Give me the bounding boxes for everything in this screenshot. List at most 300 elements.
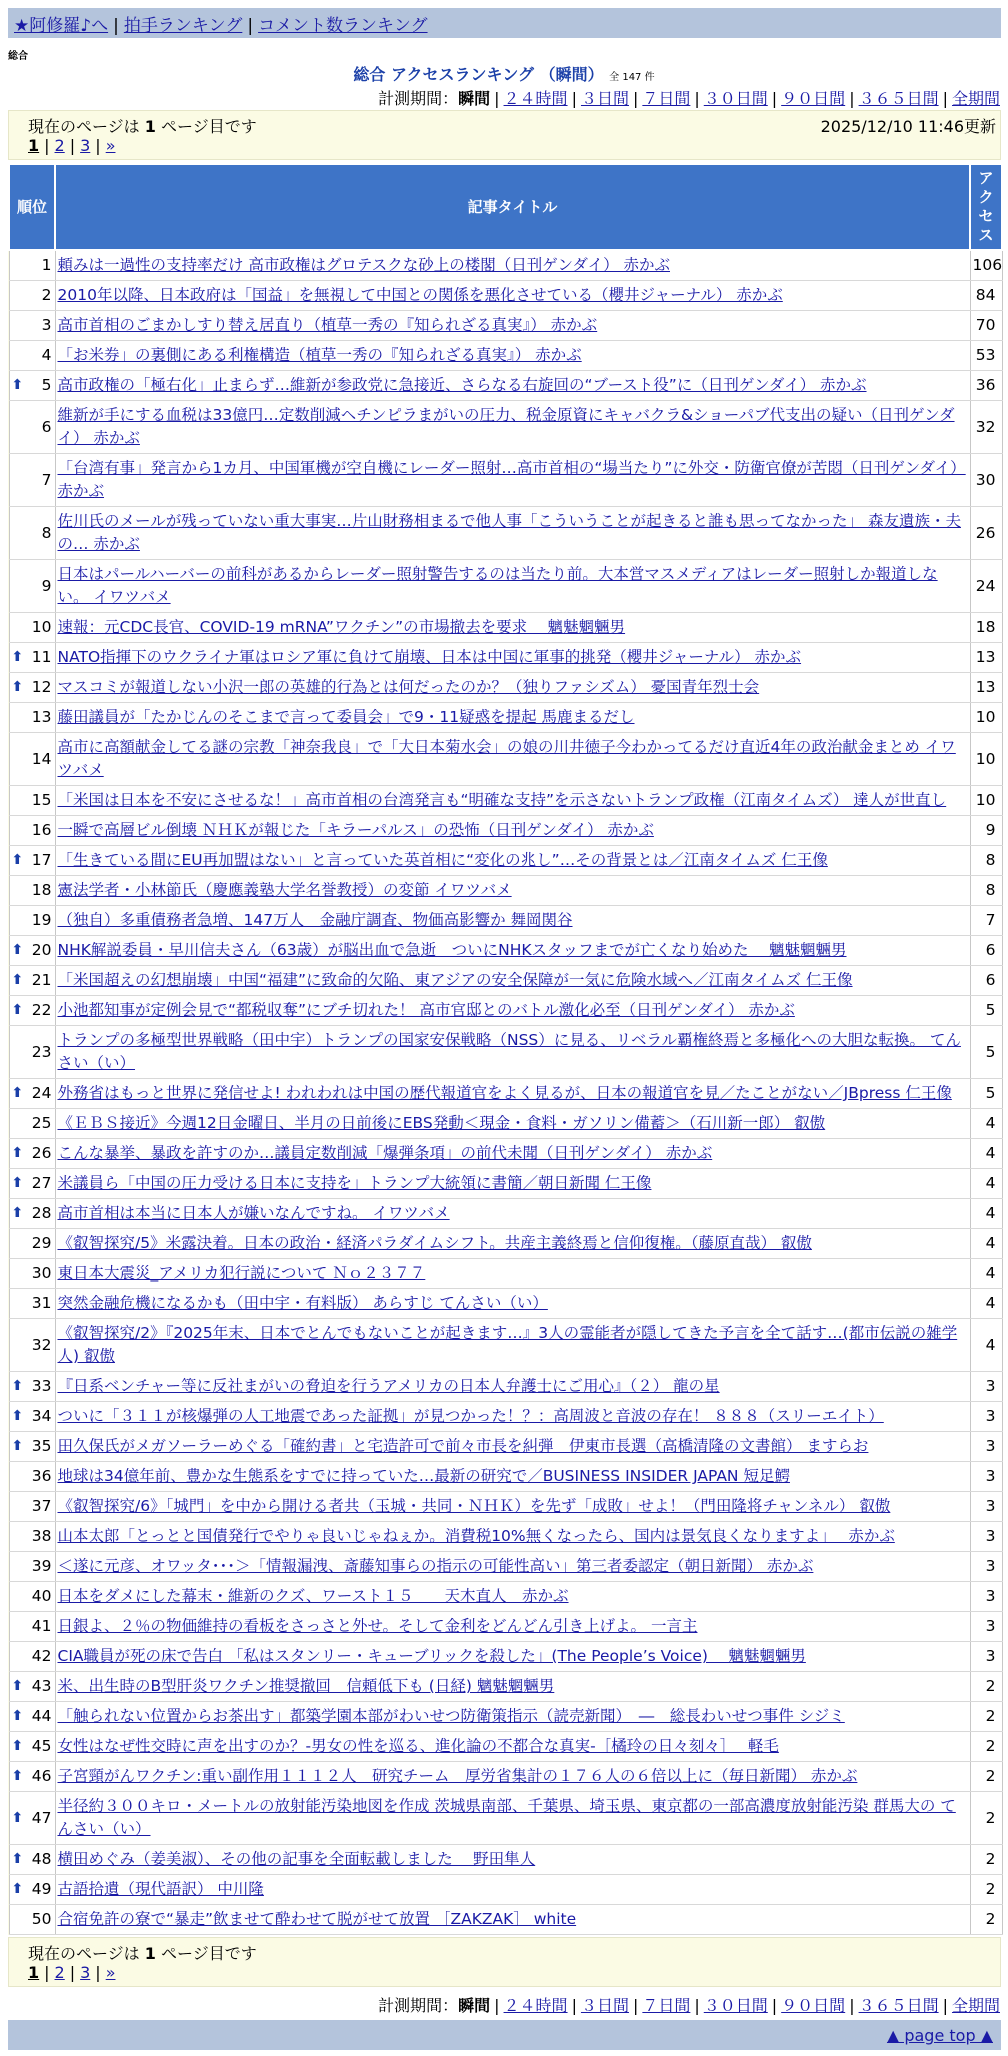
article-link[interactable]: トランプの多極型世界戦略（田中宇）トランプの国家安保戦略（NSS）に見る、リベラル覇権終焉と多極化への大胆な転換。 てんさい（い） bbox=[57, 1031, 961, 1072]
table-row bbox=[9, 876, 1002, 906]
rank-cell bbox=[9, 1732, 55, 1762]
rank-number: 27 bbox=[31, 1174, 52, 1192]
article-link[interactable]: 《叡智探究/6》「城門」を中から開ける者共（玉城・共同・ＮＨＫ）を先ず「成敗」せよ！（門田隆将チャンネル） 叡傲 bbox=[57, 1497, 891, 1515]
title-cell bbox=[55, 1905, 970, 1935]
title-cell bbox=[55, 906, 970, 936]
up-arrow-icon: ⬆ bbox=[11, 1738, 24, 1754]
page-link-3[interactable]: 3 bbox=[80, 136, 91, 155]
rank-cell bbox=[9, 401, 55, 454]
period-separator: | bbox=[494, 89, 500, 108]
page-top-link[interactable]: ▲ page top ▲ bbox=[886, 2026, 993, 2045]
rank-cell bbox=[9, 1432, 55, 1462]
access-count: 9 bbox=[970, 816, 1002, 846]
access-count: 6 bbox=[970, 936, 1002, 966]
page-separator: | bbox=[44, 136, 50, 155]
rank-cell bbox=[9, 1372, 55, 1402]
article-link[interactable]: 合宿免許の寮で“暴走”飲ませて酔わせて脱がせて放置 ［ZAKZAK］ white bbox=[57, 1910, 577, 1928]
up-arrow-icon: ⬆ bbox=[11, 1205, 24, 1221]
table-row bbox=[9, 1169, 1002, 1199]
article-link[interactable]: 米議員ら「中国の圧力受ける日本に支持を」トランプ大統領に書簡／朝日新聞 仁王像 bbox=[57, 1174, 652, 1192]
up-arrow-icon: ⬆ bbox=[11, 1408, 24, 1424]
rank-number: 10 bbox=[31, 618, 52, 636]
rank-number: 28 bbox=[31, 1204, 52, 1222]
rank-cell bbox=[9, 560, 55, 613]
access-count: 3 bbox=[970, 1582, 1002, 1612]
rank-cell bbox=[9, 1702, 55, 1732]
access-count: 5 bbox=[970, 1079, 1002, 1109]
rank-cell bbox=[9, 1492, 55, 1522]
article-link[interactable]: （独自）多重債務者急増、147万人 金融庁調査、物価高影響か 舞岡関谷 bbox=[57, 911, 573, 929]
rank-number: 7 bbox=[41, 470, 52, 489]
table-row bbox=[9, 996, 1002, 1026]
title-cell bbox=[55, 1492, 970, 1522]
rank-cell bbox=[9, 281, 55, 311]
period-option[interactable]: 全期間 bbox=[951, 89, 1000, 108]
table-row bbox=[9, 454, 1002, 507]
rank-cell bbox=[9, 1402, 55, 1432]
page-link-next[interactable]: » bbox=[105, 136, 116, 155]
rank-cell bbox=[9, 1905, 55, 1935]
table-row bbox=[9, 1702, 1002, 1732]
article-link[interactable]: 「台湾有事」発言から1カ月、中国軍機が空自機にレーダー照射…高市首相の“場当たり”に外交・防衛官僚が苦悶（日刊ゲンダイ） 赤かぶ bbox=[57, 459, 966, 500]
period-label: 計測期間： bbox=[378, 89, 459, 108]
table-row bbox=[9, 733, 1002, 786]
period-selector bbox=[378, 86, 1000, 109]
article-link[interactable]: 地球は34億年前、豊かな生態系をすでに持っていた…最新の研究で／BUSINESS INSIDER JAPAN 短足鰐 bbox=[57, 1467, 790, 1485]
table-row bbox=[9, 1875, 1002, 1905]
access-count: 4 bbox=[970, 1169, 1002, 1199]
current-page-text: 現在のページは 1 ページ目です bbox=[28, 117, 257, 136]
title-cell bbox=[55, 966, 970, 996]
table-row bbox=[9, 1402, 1002, 1432]
title-cell bbox=[55, 936, 970, 966]
rank-cell bbox=[9, 673, 55, 703]
article-link[interactable]: 高市に高額献金してる謎の宗教「神奈我良」で「大日本菊水会」の娘の川井徳子今わかってるだけ直近4年の政治献金まとめ イワツバメ bbox=[57, 738, 956, 779]
access-count: 18 bbox=[970, 613, 1002, 643]
access-count: 8 bbox=[970, 876, 1002, 906]
rank-cell bbox=[9, 1139, 55, 1169]
rank-cell bbox=[9, 454, 55, 507]
rank-number: 47 bbox=[31, 1808, 52, 1827]
table-row bbox=[9, 1462, 1002, 1492]
period-option[interactable]: ３日間 bbox=[580, 89, 629, 108]
period-option[interactable]: ９０日間 bbox=[781, 89, 846, 108]
period-option[interactable]: ３６５日間 bbox=[858, 89, 939, 108]
title-cell bbox=[55, 673, 970, 703]
rank-cell bbox=[9, 1462, 55, 1492]
period-option[interactable]: ２４時間 bbox=[503, 1996, 568, 2015]
table-row bbox=[9, 1372, 1002, 1402]
access-count: 3 bbox=[970, 1522, 1002, 1552]
access-count: 13 bbox=[970, 673, 1002, 703]
comment-ranking-link[interactable]: コメント数ランキング bbox=[258, 16, 428, 36]
page-link-current: 1 bbox=[28, 1963, 40, 1982]
rank-number: 40 bbox=[31, 1587, 52, 1605]
rank-cell bbox=[9, 703, 55, 733]
title-cell bbox=[55, 560, 970, 613]
article-link[interactable]: マスコミが報道しない小沢一郎の英雄的行為とは何だったのか？（独りファシズム） 憂国青年烈士会 bbox=[57, 678, 760, 696]
article-link[interactable]: 横田めぐみ（姜美淑）、その他の記事を全面転載しました 野田隼人 bbox=[57, 1850, 536, 1868]
rank-number: 2 bbox=[41, 286, 52, 304]
rank-number: 5 bbox=[41, 376, 52, 394]
rank-cell bbox=[9, 1319, 55, 1372]
access-count: 36 bbox=[970, 371, 1002, 401]
rank-number: 32 bbox=[31, 1335, 52, 1354]
table-row bbox=[9, 1319, 1002, 1372]
rank-cell bbox=[9, 1582, 55, 1612]
period-separator: | bbox=[849, 1996, 855, 2015]
access-count: 53 bbox=[970, 341, 1002, 371]
title-cell bbox=[55, 1762, 970, 1792]
table-row bbox=[9, 1229, 1002, 1259]
rank-number: 37 bbox=[31, 1497, 52, 1515]
period-separator: | bbox=[771, 89, 778, 108]
title-cell bbox=[55, 1582, 970, 1612]
table-row bbox=[9, 816, 1002, 846]
period-option[interactable]: ７日間 bbox=[642, 1996, 691, 2015]
article-link[interactable]: CIA職員が死の床で告白 「私はスタンリー・キューブリックを殺した」(The People’s Voice) 魑魅魍魎男 bbox=[57, 1647, 806, 1665]
rank-number: 43 bbox=[31, 1677, 52, 1695]
rank-cell bbox=[9, 996, 55, 1026]
rank-number: 42 bbox=[31, 1647, 52, 1665]
pager-box-bottom bbox=[8, 1937, 1001, 1987]
article-link[interactable]: 米、出生時のB型肝炎ワクチン推奨撤回 信頼低下も (日経) 魑魅魍魎男 bbox=[57, 1677, 555, 1695]
title-cell bbox=[55, 1462, 970, 1492]
period-separator: | bbox=[632, 89, 639, 108]
article-link[interactable]: 佐川氏のメールが残っていない重大事実…片山財務相まるで他人事「こういうことが起きると誰も思ってなかった」 森友遺族・夫の… 赤かぶ bbox=[57, 512, 961, 553]
page-links bbox=[28, 136, 115, 155]
rank-cell bbox=[9, 786, 55, 816]
rank-cell bbox=[9, 966, 55, 996]
table-row bbox=[9, 1762, 1002, 1792]
access-count: 4 bbox=[970, 1109, 1002, 1139]
up-arrow-icon: ⬆ bbox=[11, 1145, 24, 1161]
table-row bbox=[9, 1672, 1002, 1702]
up-arrow-icon: ⬆ bbox=[11, 1378, 24, 1394]
access-count: 3 bbox=[970, 1552, 1002, 1582]
table-row bbox=[9, 906, 1002, 936]
up-arrow-icon: ⬆ bbox=[11, 1085, 24, 1101]
table-row bbox=[9, 1792, 1002, 1845]
period-separator: | bbox=[694, 89, 700, 108]
title-cell bbox=[55, 1432, 970, 1462]
rank-number: 33 bbox=[31, 1377, 52, 1395]
title-cell bbox=[55, 1319, 970, 1372]
access-count: 3 bbox=[970, 1642, 1002, 1672]
rank-number: 26 bbox=[31, 1144, 52, 1162]
page-link-next[interactable]: » bbox=[105, 1963, 116, 1982]
item-count: 全 147 件 bbox=[609, 72, 655, 83]
article-link[interactable]: 半径約３００キロ・メートルの放射能汚染地図を作成 茨城県南部、千葉県、埼玉県、東京都の一部高濃度放射能汚染 群馬大の てんさい（い） bbox=[57, 1797, 956, 1838]
access-count: 8 bbox=[970, 846, 1002, 876]
title-cell bbox=[55, 371, 970, 401]
article-link[interactable]: 日銀よ、２％の物価維持の看板をさっさと外せ。そして金利をどんどん引き上げよ。 一言主 bbox=[57, 1617, 698, 1635]
rank-cell bbox=[9, 643, 55, 673]
access-count: 26 bbox=[970, 507, 1002, 560]
access-count: 2 bbox=[970, 1702, 1002, 1732]
table-row bbox=[9, 507, 1002, 560]
rank-number: 11 bbox=[31, 648, 52, 666]
rank-number: 35 bbox=[31, 1437, 52, 1455]
rank-number: 48 bbox=[31, 1850, 52, 1868]
page-link-current: 1 bbox=[28, 136, 40, 155]
page-link-2[interactable]: 2 bbox=[54, 1963, 65, 1982]
title-cell bbox=[55, 1732, 970, 1762]
pager-box-top bbox=[8, 110, 1001, 160]
article-link[interactable]: 「生きている間にEU再加盟はない」と言っていた英首相に“変化の兆し”…その背景とは／江南タイムズ 仁王像 bbox=[57, 851, 828, 869]
rank-number: 46 bbox=[31, 1767, 52, 1785]
rank-cell bbox=[9, 1079, 55, 1109]
article-link[interactable]: 維新が手にする血税は33億円…定数削減ヘチンピラまがいの圧力、税金原資にキャバクラ&ショーパブ代支出の疑い（日刊ゲンダイ） 赤かぶ bbox=[57, 406, 955, 447]
article-link[interactable]: 《叡智探究/2》『2025年末、日本でとんでもないことが起きます…』3人の霊能者が隠してきた予言を全て話す…(都市伝説の雑学人) 叡傲 bbox=[57, 1324, 958, 1365]
page-separator: | bbox=[95, 1963, 101, 1982]
table-row bbox=[9, 1199, 1002, 1229]
period-option[interactable]: ３０日間 bbox=[703, 1996, 768, 2015]
title-cell bbox=[55, 1259, 970, 1289]
section-label: 総合 bbox=[8, 51, 28, 62]
article-link[interactable]: 一瞬で高層ビル倒壊 ＮＨＫが報じた「キラーパルス」の恐怖（日刊ゲンダイ） 赤かぶ bbox=[57, 821, 654, 839]
article-link[interactable]: 憲法学者・小林節氏（慶應義塾大学名誉教授）の変節 イワツバメ bbox=[57, 881, 512, 899]
article-link[interactable]: 日本をダメにした幕末・維新のクズ、ワースト１５ 天木直人 赤かぶ bbox=[57, 1587, 569, 1605]
rank-cell bbox=[9, 311, 55, 341]
title-cell bbox=[55, 1612, 970, 1642]
table-row bbox=[9, 846, 1002, 876]
period-separator: | bbox=[694, 1996, 700, 2015]
rank-cell bbox=[9, 1762, 55, 1792]
period-option[interactable]: ３６５日間 bbox=[858, 1996, 939, 2015]
table-row bbox=[9, 311, 1002, 341]
title-cell bbox=[55, 1026, 970, 1079]
column-header-rank: 順位 bbox=[9, 164, 55, 250]
access-count: 2 bbox=[970, 1875, 1002, 1905]
title-cell bbox=[55, 401, 970, 454]
table-row bbox=[9, 786, 1002, 816]
access-count: 4 bbox=[970, 1319, 1002, 1372]
rank-number: 38 bbox=[31, 1527, 52, 1545]
rank-cell bbox=[9, 1642, 55, 1672]
article-link[interactable]: こんな暴挙、暴政を許すのか…議員定数削減「爆弾条項」の前代未聞（日刊ゲンダイ） 赤かぶ bbox=[57, 1144, 713, 1162]
title-cell bbox=[55, 454, 970, 507]
access-count: 84 bbox=[970, 281, 1002, 311]
rank-number: 3 bbox=[41, 316, 52, 334]
rank-cell bbox=[9, 1259, 55, 1289]
rank-number: 45 bbox=[31, 1737, 52, 1755]
table-row bbox=[9, 1642, 1002, 1672]
table-row bbox=[9, 371, 1002, 401]
article-link[interactable]: 「触られない位置からお茶出す」都築学園本部がわいせつ防衛策指示（読売新聞） ― 総長わいせつ事件 シジミ bbox=[57, 1707, 845, 1725]
footer-bar bbox=[8, 2020, 1001, 2050]
page-separator: | bbox=[69, 1963, 76, 1982]
rank-cell bbox=[9, 816, 55, 846]
access-count: 5 bbox=[970, 1026, 1002, 1079]
title-cell bbox=[55, 1672, 970, 1702]
article-link[interactable]: 2010年以降、日本政府は「国益」を無視して中国との関係を悪化させている（櫻井ジャーナル） 赤かぶ bbox=[57, 286, 783, 304]
page-separator: | bbox=[69, 136, 76, 155]
rank-number: 8 bbox=[41, 523, 52, 542]
rank-number: 9 bbox=[41, 576, 52, 595]
article-link[interactable]: 外務省はもっと世界に発信せよ! われわれは中国の歴代報道官をよく見るが、日本の報道官を見／たことがない／JBpress 仁王像 bbox=[57, 1084, 952, 1102]
article-link[interactable]: 《叡智探究/5》米露決着。日本の政治・経済パラダイムシフト。共産主義終焉と信仰復権。（藤原直哉） 叡傲 bbox=[57, 1234, 812, 1252]
article-link[interactable]: ＜遂に元彦、オワッタ･･･＞「情報漏洩、斎藤知事らの指示の可能性高い」第三者委認定（朝日新聞） 赤かぶ bbox=[57, 1557, 814, 1575]
article-link[interactable]: NHK解説委員・早川信夫さん（63歳）が脳出血で急逝 ついにNHKスタッフまでが亡くなり始めた 魑魅魍魎男 bbox=[57, 941, 847, 959]
table-row bbox=[9, 613, 1002, 643]
title-cell bbox=[55, 816, 970, 846]
access-count: 2 bbox=[970, 1762, 1002, 1792]
period-current: 瞬間 bbox=[458, 1996, 491, 2015]
rank-number: 4 bbox=[41, 346, 52, 364]
rank-number: 50 bbox=[31, 1910, 52, 1928]
page-links bbox=[28, 1963, 115, 1982]
up-arrow-icon: ⬆ bbox=[11, 1851, 24, 1867]
rank-number: 22 bbox=[31, 1001, 52, 1019]
rank-number: 41 bbox=[31, 1617, 52, 1635]
rank-number: 14 bbox=[31, 749, 52, 768]
table-row bbox=[9, 1905, 1002, 1935]
up-arrow-icon: ⬆ bbox=[11, 679, 24, 695]
rank-number: 34 bbox=[31, 1407, 52, 1425]
page-title-text: 総合 アクセスランキング （瞬間） bbox=[353, 65, 604, 84]
rank-number: 13 bbox=[31, 708, 52, 726]
rank-cell bbox=[9, 876, 55, 906]
rank-cell bbox=[9, 1672, 55, 1702]
rank-cell bbox=[9, 1109, 55, 1139]
title-cell bbox=[55, 996, 970, 1026]
period-selector-bottom bbox=[378, 1993, 1000, 2016]
article-link[interactable]: 古語拾遺（現代語訳） 中川隆 bbox=[57, 1880, 264, 1898]
updated-timestamp: 2025/12/10 11:46更新 bbox=[820, 117, 996, 136]
home-link[interactable]: ★阿修羅♪へ bbox=[14, 16, 109, 36]
page-separator: | bbox=[44, 1963, 50, 1982]
rank-cell bbox=[9, 936, 55, 966]
access-count: 3 bbox=[970, 1612, 1002, 1642]
rank-cell bbox=[9, 371, 55, 401]
rank-cell bbox=[9, 1612, 55, 1642]
article-link[interactable]: 速報：元CDC長官、COVID-19 mRNA”ワクチン”の市場撤去を要求 魑魅魍魎男 bbox=[57, 618, 626, 636]
rank-number: 12 bbox=[31, 678, 52, 696]
page-link-2[interactable]: 2 bbox=[54, 136, 65, 155]
article-link[interactable]: ついに「３１１が核爆弾の人工地震であった証拠」が見つかった！？：高周波と音波の存在！ ８８８（スリーエイト） bbox=[57, 1407, 884, 1425]
up-arrow-icon: ⬆ bbox=[11, 942, 24, 958]
period-separator: | bbox=[942, 89, 948, 108]
access-count: 6 bbox=[970, 966, 1002, 996]
table-row bbox=[9, 250, 1002, 281]
access-count: 3 bbox=[970, 1492, 1002, 1522]
rank-cell bbox=[9, 846, 55, 876]
article-link[interactable]: 東日本大震災_アメリカ犯行説について Ｎｏ２３７７ bbox=[57, 1264, 426, 1282]
rank-cell bbox=[9, 1289, 55, 1319]
article-link[interactable]: 突然金融危機になるかも（田中宇・有料版） あらすじ てんさい（い） bbox=[57, 1294, 548, 1312]
table-row bbox=[9, 1259, 1002, 1289]
rank-cell bbox=[9, 1199, 55, 1229]
rank-cell bbox=[9, 1229, 55, 1259]
article-link[interactable]: 高市首相のごまかしすり替え居直り（植草一秀の『知られざる真実』） 赤かぶ bbox=[57, 316, 598, 334]
clap-ranking-link[interactable]: 拍手ランキング bbox=[123, 16, 243, 36]
title-cell bbox=[55, 1845, 970, 1875]
rank-cell bbox=[9, 1792, 55, 1845]
table-row bbox=[9, 1552, 1002, 1582]
period-option[interactable]: ２４時間 bbox=[503, 89, 568, 108]
article-link[interactable]: 女性はなぜ性交時に声を出すのか？-男女の性を巡る、進化論の不都合な真実-［橘玲の日々刻々］ 軽毛 bbox=[57, 1737, 779, 1755]
article-link[interactable]: 高市首相は本当に日本人が嫌いなんですね。 イワツバメ bbox=[57, 1204, 450, 1222]
period-separator: | bbox=[571, 89, 577, 108]
article-link[interactable]: 田久保氏がメガソーラーめぐる「確約書」と宅造許可で前々市長を糾弾 伊東市長選（高橋清隆の文書館） ますらお bbox=[57, 1437, 869, 1455]
page-link-3[interactable]: 3 bbox=[80, 1963, 91, 1982]
title-cell bbox=[55, 876, 970, 906]
rank-number: 39 bbox=[31, 1557, 52, 1575]
table-row bbox=[9, 1845, 1002, 1875]
access-count: 70 bbox=[970, 311, 1002, 341]
period-separator: | bbox=[494, 1996, 500, 2015]
table-row bbox=[9, 703, 1002, 733]
period-option[interactable]: ３日間 bbox=[580, 1996, 629, 2015]
article-link[interactable]: 「米国は日本を不安にさせるな！」高市首相の台湾発言も“明確な支持”を示さないトランプ政権（江南タイムズ） 達人が世直し bbox=[57, 791, 947, 809]
title-cell bbox=[55, 1109, 970, 1139]
title-cell bbox=[55, 1792, 970, 1845]
up-arrow-icon: ⬆ bbox=[11, 1881, 24, 1897]
title-cell bbox=[55, 613, 970, 643]
article-link[interactable]: 『日系ベンチャー等に反社まがいの脅迫を行うアメリカの日本人弁護士にご用心』（２） 龍の星 bbox=[57, 1377, 720, 1395]
rank-number: 17 bbox=[31, 851, 52, 869]
title-cell bbox=[55, 643, 970, 673]
article-link[interactable]: 山本太郎「とっとと国債発行でやりゃ良いじゃねぇか。消費税10%無くなったら、国内は景気良くなりますよ」 赤かぶ bbox=[57, 1527, 895, 1545]
column-header-title: 記事タイトル bbox=[55, 164, 970, 250]
article-link[interactable]: 藤田議員が「たかじんのそこまで言って委員会」で9・11疑惑を提起 馬鹿まるだし bbox=[57, 708, 635, 726]
rank-cell bbox=[9, 1026, 55, 1079]
rank-number: 30 bbox=[31, 1264, 52, 1282]
article-link[interactable]: 小池都知事が定例会見で“都税収奪”にブチ切れた！ 高市官邸とのバトル激化必至（日刊ゲンダイ） 赤かぶ bbox=[57, 1001, 795, 1019]
table-row bbox=[9, 1522, 1002, 1552]
period-separator: | bbox=[632, 1996, 639, 2015]
rank-cell bbox=[9, 1169, 55, 1199]
period-option[interactable]: ７日間 bbox=[642, 89, 691, 108]
access-count: 3 bbox=[970, 1432, 1002, 1462]
rank-number: 25 bbox=[31, 1114, 52, 1132]
rank-number: 1 bbox=[41, 256, 52, 274]
rank-cell bbox=[9, 733, 55, 786]
article-link[interactable]: 高市政権の「極右化」止まらず…維新が参政党に急接近、さらなる右旋回の“ブースト役”に（日刊ゲンダイ） 赤かぶ bbox=[57, 376, 867, 394]
table-row bbox=[9, 1432, 1002, 1462]
rank-cell bbox=[9, 1552, 55, 1582]
access-count: 2 bbox=[970, 1732, 1002, 1762]
up-arrow-icon: ⬆ bbox=[11, 852, 24, 868]
article-link[interactable]: 頼みは一過性の支持率だけ 高市政権はグロテスクな砂上の楼閣（日刊ゲンダイ） 赤かぶ bbox=[57, 256, 670, 274]
rank-number: 21 bbox=[31, 971, 52, 989]
title-cell bbox=[55, 311, 970, 341]
article-link[interactable]: 「米国超えの幻想崩壊」中国“福建”に致命的欠陥、東アジアの安全保障が一気に危険水域へ／江南タイムズ 仁王像 bbox=[57, 971, 853, 989]
article-link[interactable]: 「お米券」の裏側にある利権構造（植草一秀の『知られざる真実』） 赤かぶ bbox=[57, 346, 582, 364]
period-separator: | bbox=[771, 1996, 778, 2015]
access-count: 4 bbox=[970, 1229, 1002, 1259]
access-count: 32 bbox=[970, 401, 1002, 454]
period-option[interactable]: ９０日間 bbox=[781, 1996, 846, 2015]
table-row bbox=[9, 560, 1002, 613]
article-link[interactable]: 《ＥＢＳ接近》今週12日金曜日、半月の日前後にEBS発動＜現金・食料・ガソリン備蓄＞（石川新一郎） 叡傲 bbox=[57, 1114, 826, 1132]
access-count: 3 bbox=[970, 1402, 1002, 1432]
table-row bbox=[9, 1139, 1002, 1169]
article-link[interactable]: 日本はパールハーバーの前科があるからレーダー照射警告するのは当たり前。大本営マスメディアはレーダー照射しか報道しない。 イワツバメ bbox=[57, 565, 938, 606]
title-cell bbox=[55, 1642, 970, 1672]
access-count: 10 bbox=[970, 703, 1002, 733]
period-option[interactable]: ３０日間 bbox=[703, 89, 768, 108]
up-arrow-icon: ⬆ bbox=[11, 1438, 24, 1454]
access-count: 5 bbox=[970, 996, 1002, 1026]
article-link[interactable]: 子宮頸がんワクチン:重い副作用１１１２人 研究チーム 厚労省集計の１７６人の６倍以上に（毎日新聞） 赤かぶ bbox=[57, 1767, 858, 1785]
period-current: 瞬間 bbox=[458, 89, 491, 108]
period-option[interactable]: 全期間 bbox=[951, 1996, 1000, 2015]
up-arrow-icon: ⬆ bbox=[11, 1002, 24, 1018]
table-row bbox=[9, 1109, 1002, 1139]
article-link[interactable]: NATO指揮下のウクライナ軍はロシア軍に負けて崩壊、日本は中国に軍事的挑発（櫻井ジャーナル） 赤かぶ bbox=[57, 648, 802, 666]
